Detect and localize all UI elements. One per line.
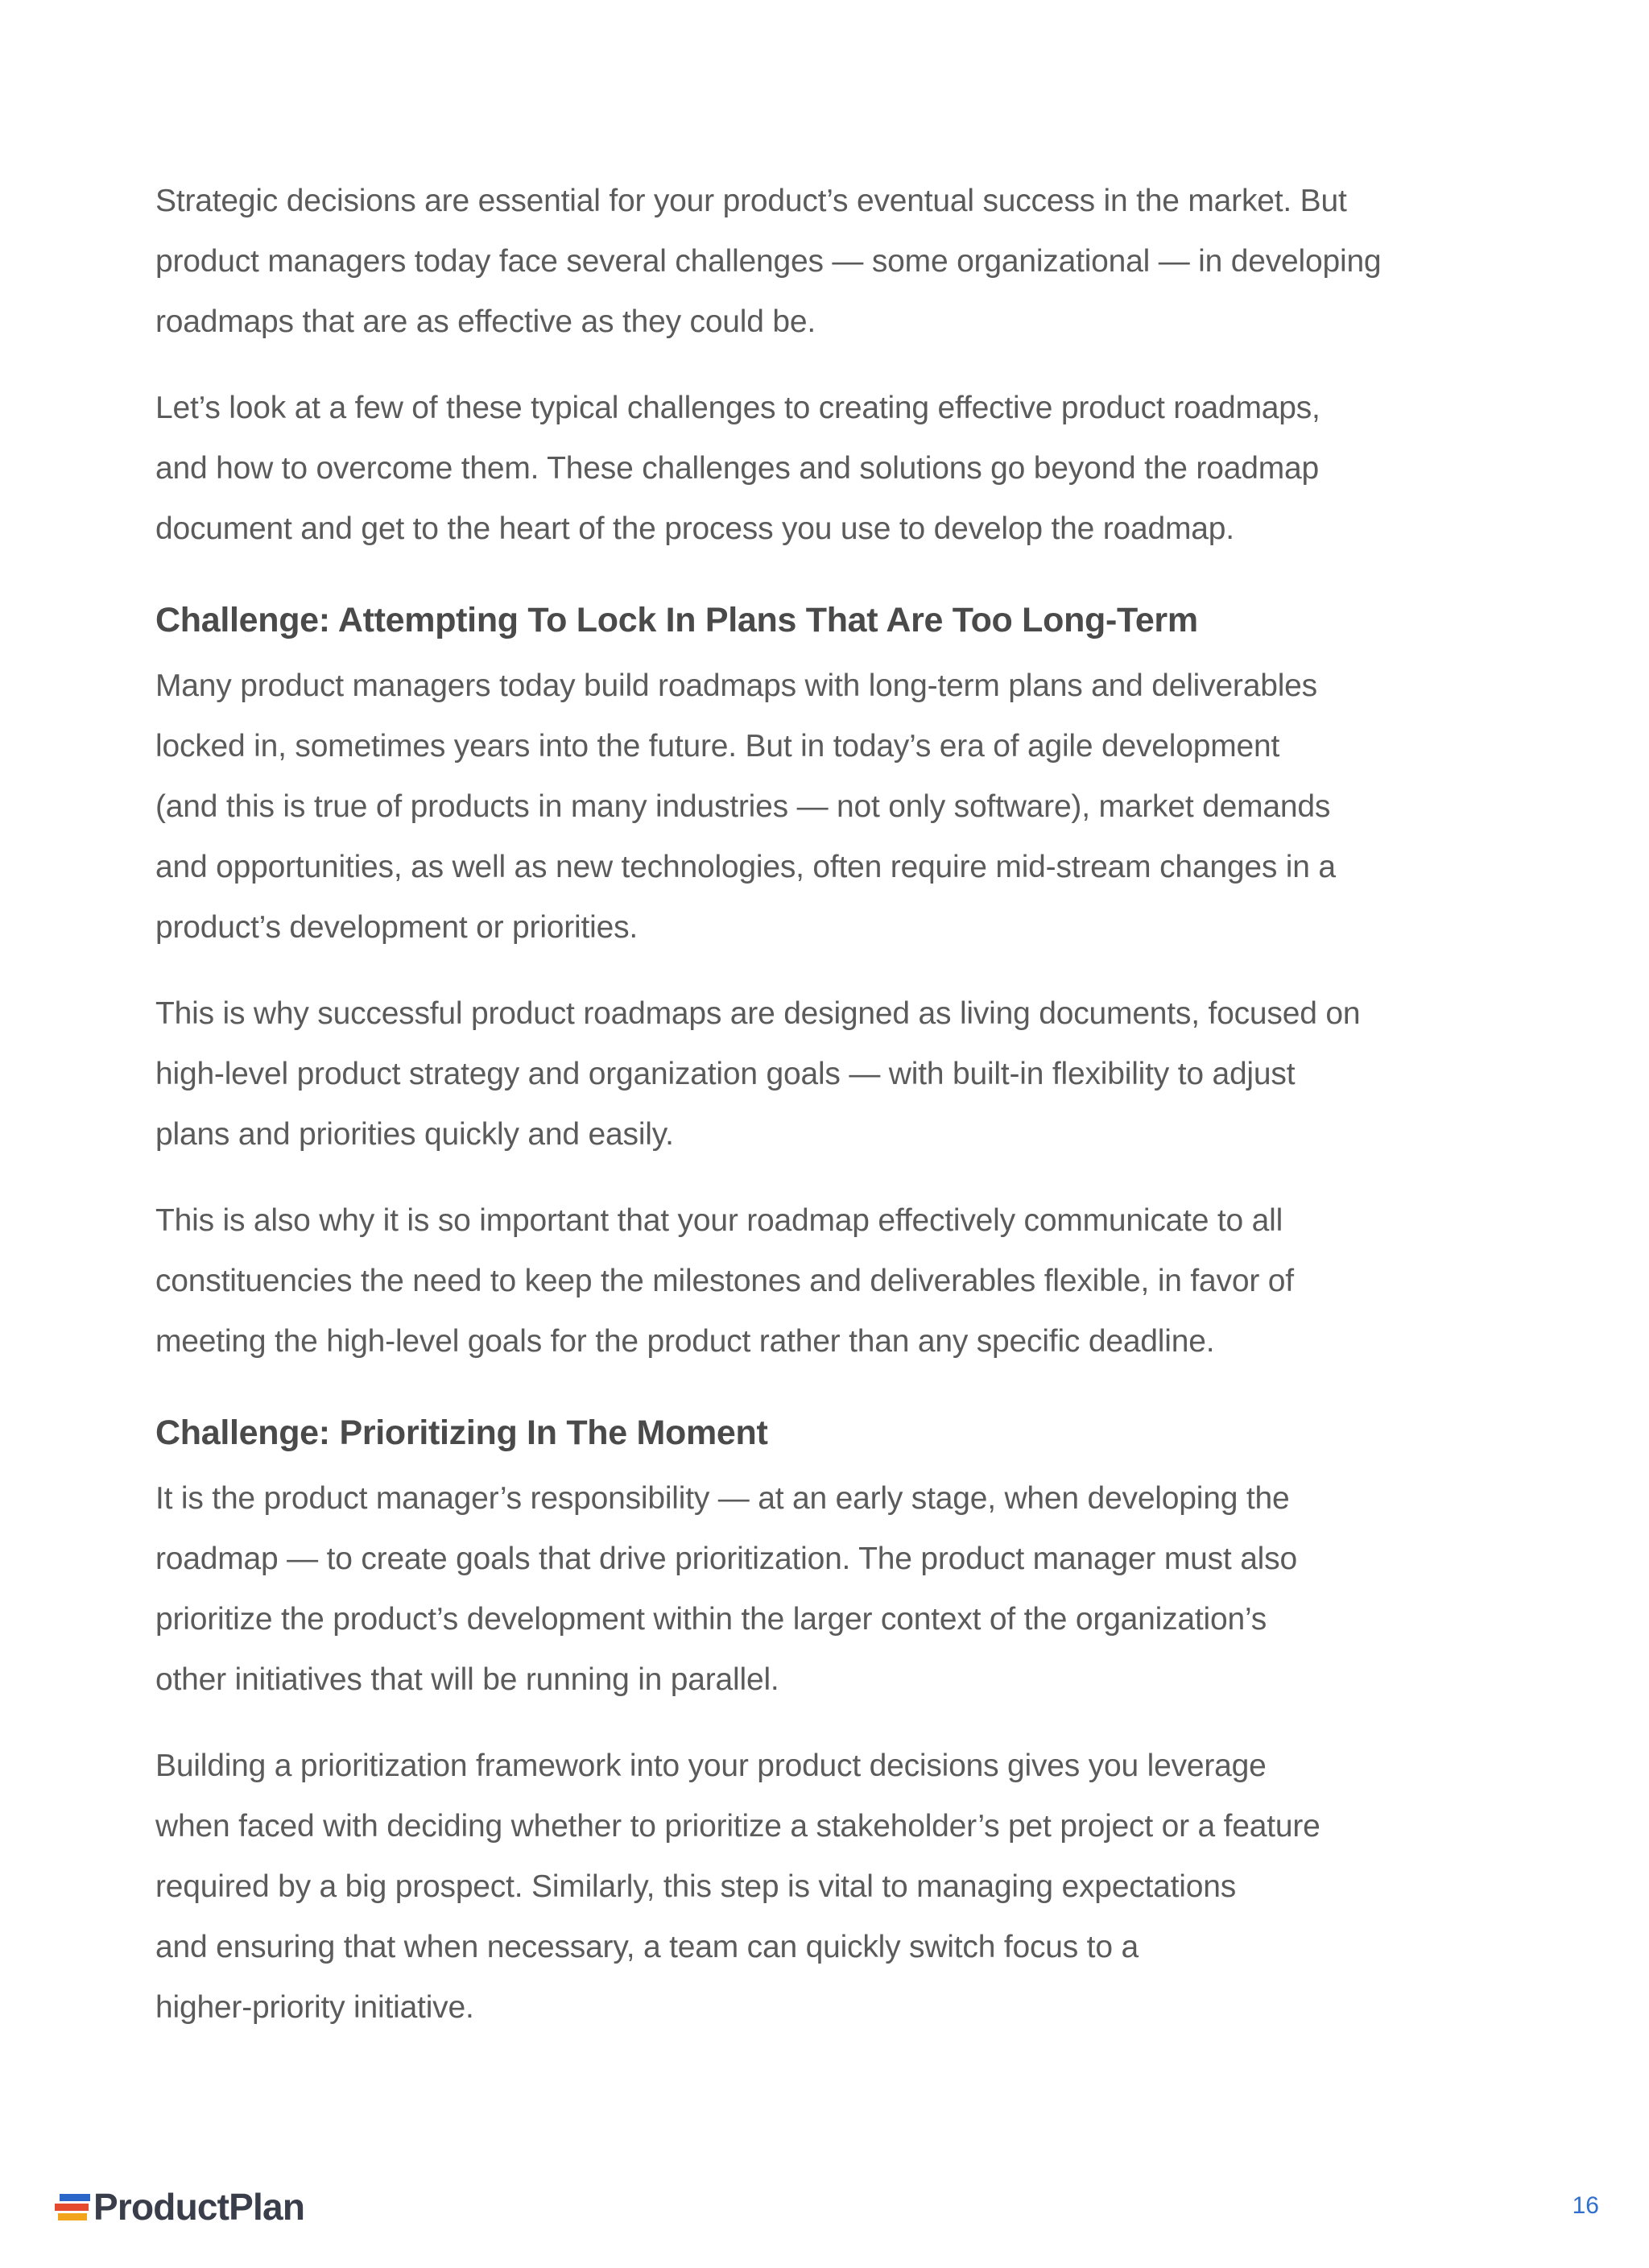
- text-line: Building a prioritization framework into your product decisions gives you leverage: [155, 1749, 1267, 1783]
- text-line: Let’s look at a few of these typical challenges to creating effective product roadmaps,: [155, 391, 1320, 425]
- intro-paragraph-2: [155, 378, 1500, 559]
- text-line: locked in, sometimes years into the future. But in today’s era of agile development: [155, 729, 1280, 764]
- text-line: meeting the high-level goals for the product rather than any specific deadline.: [155, 1324, 1215, 1359]
- section-heading-long-term: Challenge: Attempting To Lock In Plans That Are Too Long-Term: [155, 601, 1198, 639]
- productplan-logo: [55, 2184, 304, 2229]
- page-number: 16: [1572, 2192, 1599, 2219]
- section-2-paragraph-2: [155, 1736, 1500, 2038]
- productplan-logo-icon: [55, 2192, 90, 2221]
- text-line: other initiatives that will be running in parallel.: [155, 1662, 779, 1697]
- text-line: prioritize the product’s development within the larger context of the organization’s: [155, 1602, 1267, 1637]
- text-line: and ensuring that when necessary, a team can quickly switch focus to a: [155, 1930, 1139, 1964]
- section-1-paragraph-1: [155, 656, 1500, 958]
- section-heading-prioritizing: Challenge: Prioritizing In The Moment: [155, 1413, 768, 1452]
- text-line: It is the product manager’s responsibility — at an early stage, when developing the: [155, 1481, 1290, 1516]
- text-line: higher-priority initiative.: [155, 1990, 474, 2025]
- text-line: (and this is true of products in many industries — not only software), market demands: [155, 789, 1331, 824]
- logo-bar-red: [55, 2204, 89, 2211]
- text-line: product managers today face several challenges — some organizational — in developing: [155, 244, 1382, 279]
- text-line: plans and priorities quickly and easily.: [155, 1117, 674, 1152]
- text-line: constituencies the need to keep the milestones and deliverables flexible, in favor of: [155, 1264, 1294, 1298]
- section-2-paragraph-1: [155, 1468, 1500, 1710]
- text-line: This is also why it is so important that your roadmap effectively communicate to all: [155, 1203, 1283, 1238]
- text-line: Many product managers today build roadmaps with long-term plans and deliverables: [155, 668, 1317, 703]
- section-1-paragraph-2: [155, 983, 1500, 1165]
- logo-text: ProductPlan: [93, 2186, 305, 2228]
- text-line: This is why successful product roadmaps are designed as living documents, focused on: [155, 996, 1361, 1031]
- section-1-paragraph-3: [155, 1190, 1500, 1372]
- text-line: document and get to the heart of the process you use to develop the roadmap.: [155, 511, 1234, 546]
- text-line: required by a big prospect. Similarly, this step is vital to managing expectations: [155, 1869, 1237, 1904]
- text-line: when faced with deciding whether to prioritize a stakeholder’s pet project or a feature: [155, 1809, 1320, 1844]
- text-line: Strategic decisions are essential for your product’s eventual success in the market. But: [155, 184, 1347, 218]
- text-line: and how to overcome them. These challenges and solutions go beyond the roadmap: [155, 451, 1319, 486]
- text-line: roadmap — to create goals that drive prioritization. The product manager must also: [155, 1542, 1297, 1576]
- logo-bar-yellow: [58, 2213, 87, 2220]
- logo-bar-blue: [60, 2194, 90, 2201]
- text-line: product’s development or priorities.: [155, 910, 639, 945]
- text-line: and opportunities, as well as new technologies, often require mid-stream changes in a: [155, 850, 1336, 884]
- text-line: roadmaps that are as effective as they could be.: [155, 304, 816, 339]
- document-body: [155, 171, 1500, 2063]
- intro-paragraph-1: [155, 171, 1500, 352]
- text-line: high-level product strategy and organization goals — with built-in flexibility to adjust: [155, 1057, 1296, 1091]
